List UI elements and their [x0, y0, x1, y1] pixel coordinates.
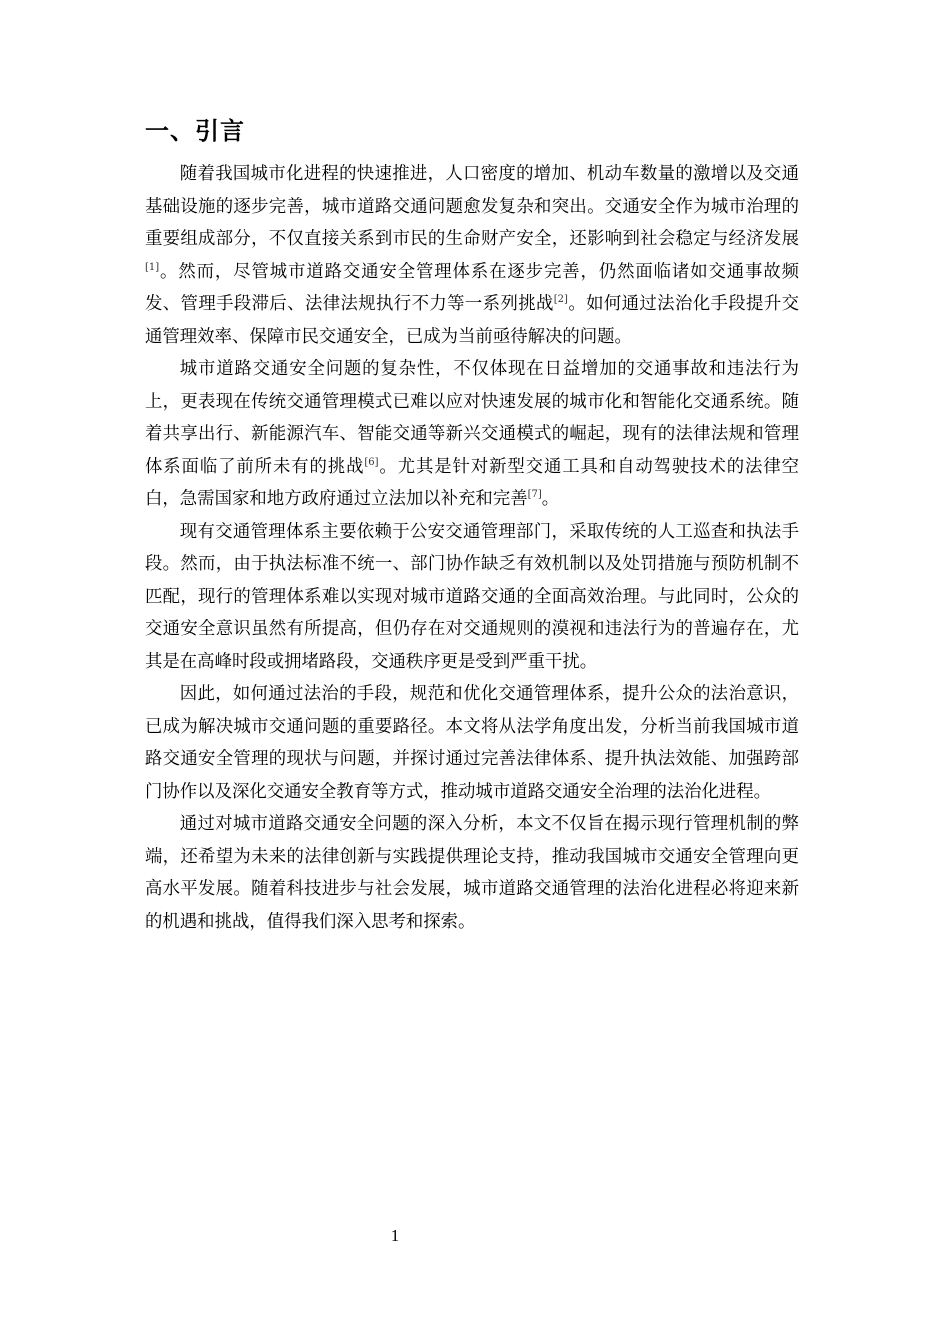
citation-ref[interactable]: [1]	[145, 261, 160, 273]
paragraph-text: 城市道路交通安全问题的复杂性，不仅体现在日益增加的交通事故和违法行为上，更表现在传统交通管理模式已难以应对快速发展的城市化和智能化交通系统。随着共享出行、新能源汽车、智能交通等新兴交通模式的崛起，现有的法律法规和管理体系面临了前所未有的挑战	[145, 359, 799, 477]
paragraph	[145, 808, 799, 938]
paragraph	[145, 158, 799, 353]
section-heading: 一、引言	[145, 117, 245, 145]
paragraph-text: 随着我国城市化进程的快速推进，人口密度的增加、机动车数量的激增以及交通基础设施的逐步完善，城市道路交通问题愈发复杂和突出。交通安全作为城市治理的重要组成部分，不仅直接关系到市民的生命财产安全，还影响到社会稳定与经济发展	[145, 164, 799, 249]
paragraph	[145, 353, 799, 516]
citation-ref[interactable]: [6]	[364, 456, 379, 468]
page-content	[145, 114, 799, 938]
paragraph-text: 因此，如何通过法治的手段，规范和优化交通管理体系，提升公众的法治意识，已成为解决城市交通问题的重要路径。本文将从法学角度出发，分析当前我国城市道路交通安全管理的现状与问题，并探讨通过完善法律体系、提升执法效能、加强跨部门协作以及深化交通安全教育等方式，推动城市道路交通安全治理的法治化进程。	[145, 684, 799, 802]
paragraph-text: 现有交通管理体系主要依赖于公安交通管理部门，采取传统的人工巡查和执法手段。然而，由于执法标准不统一、部门协作缺乏有效机制以及处罚措施与预防机制不匹配，现行的管理体系难以实现对城市道路交通的全面高效治理。与此同时，公众的交通安全意识虽然有所提高，但仍存在对交通规则的漠视和违法行为的普遍存在，尤其是在高峰时段或拥堵路段，交通秩序更是受到严重干扰。	[145, 521, 799, 672]
citation-ref[interactable]: [7]	[527, 489, 542, 500]
paragraph-text: 。如何通过法治化手段提升交通管理效率、保障市民交通安全，已成为当前亟待解决的问题。	[145, 294, 799, 347]
paragraph-text: 。	[541, 489, 560, 509]
paragraph	[145, 678, 799, 808]
paragraph-text: 。尤其是针对新型交通工具和自动驾驶技术的法律空白，急需国家和地方政府通过立法加以补充和完善	[145, 456, 799, 509]
citation-ref[interactable]: [2]	[553, 294, 568, 305]
paragraph-text: 通过对城市道路交通安全问题的深入分析，本文不仅旨在揭示现行管理机制的弊端，还希望为未来的法律创新与实践提供理论支持，推动我国城市交通安全管理向更高水平发展。随着科技进步与社会发展，城市道路交通管理的法治化进程必将迎来新的机遇和挑战，值得我们深入思考和探索。	[145, 814, 799, 932]
paragraph-text: 。然而，尽管城市道路交通安全管理体系在逐步完善，仍然面临诸如交通事故频发、管理手段滞后、法律法规执行不力等一系列挑战	[145, 261, 799, 314]
paragraph	[145, 516, 799, 679]
page-number: 1	[390, 1226, 400, 1245]
